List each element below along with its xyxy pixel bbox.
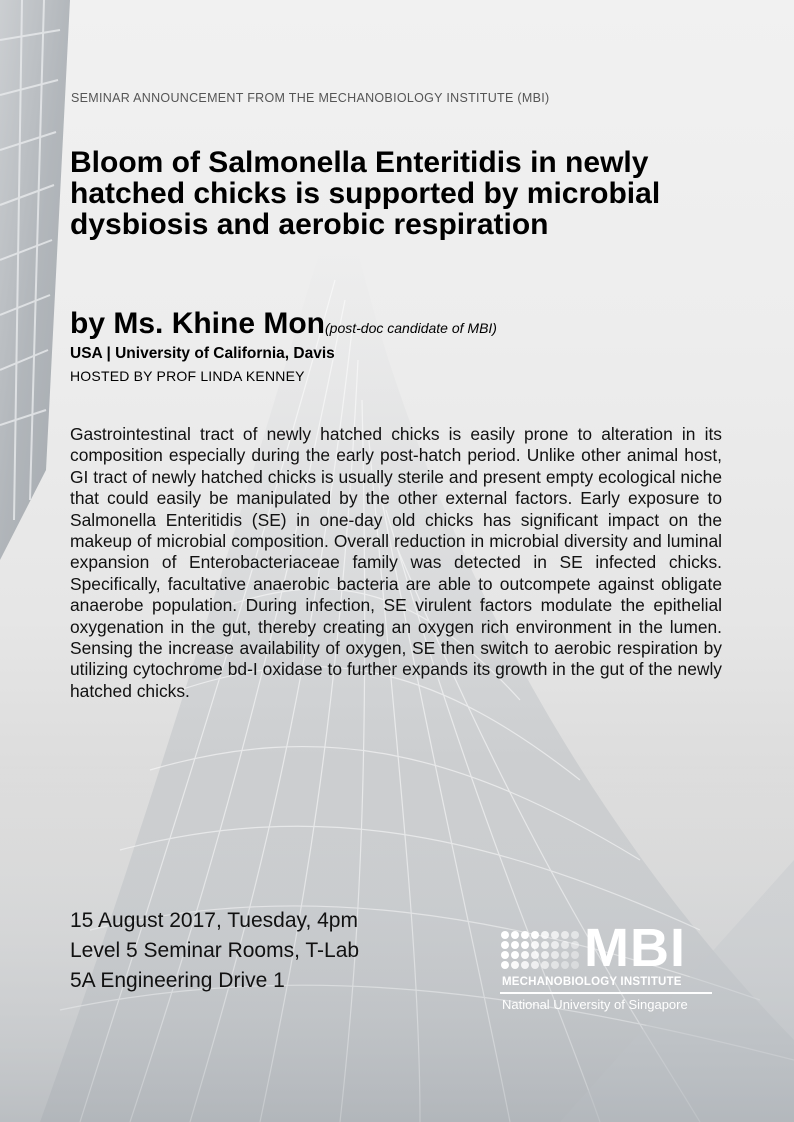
event-details xyxy=(70,906,359,996)
speaker-role: (post-doc candidate of MBI) xyxy=(325,320,497,336)
event-address: 5A Engineering Drive 1 xyxy=(70,969,285,992)
logo-dot-grid-icon xyxy=(500,930,582,972)
seminar-title: Bloom of Salmonella Enteritidis in newly hatched chicks is supported by microbial dysbiosis and aerobic respiration xyxy=(70,146,661,241)
logo-institute-name: MECHANOBIOLOGY INSTITUTE xyxy=(502,976,682,988)
logo-divider xyxy=(500,992,712,994)
host-line: HOSTED BY PROF LINDA KENNEY xyxy=(70,368,305,384)
abstract-text: Gastrointestinal tract of newly hatched chicks is easily prone to alteration in its composition especially during the early post-hatch period. Unlike other animal host, GI tract of newly hatched chicks is usually sterile and present empty ecological niche that could easily be manipulated by the other external factors. Early exposure to Salmonella Enteritidis (SE) in one-day old chicks has significant impact on the makeup of microbial composition. Overall reduction in microbial diversity and luminal expansion of Enterobacteriaceae family was detected in SE infected chicks. Specifically, facultative anaerobic bacteria are able to outcompete against obligate anaerobe population. During infection, SE virulent factors modulate the epithelial oxygenation in the gut, thereby creating an oxygen rich environment in the lumen. Sensing the increase availability of oxygen, SE then switch to aerobic respiration by utilizing cytochrome bd-I oxidase to further expands its growth in the gut of the newly hatched chicks. xyxy=(70,424,722,701)
mbi-logo xyxy=(500,918,712,1016)
logo-university-name: National University of Singapore xyxy=(502,997,688,1012)
speaker-affiliation: USA | University of California, Davis xyxy=(70,345,335,362)
logo-acronym: MBI xyxy=(584,918,686,978)
event-date: 15 August 2017, Tuesday, 4pm xyxy=(70,909,358,932)
announcement-header: SEMINAR ANNOUNCEMENT FROM THE MECHANOBIOLOGY INSTITUTE (MBI) xyxy=(71,91,550,105)
speaker-name: by Ms. Khine Mon xyxy=(70,307,325,340)
event-venue: Level 5 Seminar Rooms, T-Lab xyxy=(70,939,360,962)
speaker-line xyxy=(70,307,497,341)
